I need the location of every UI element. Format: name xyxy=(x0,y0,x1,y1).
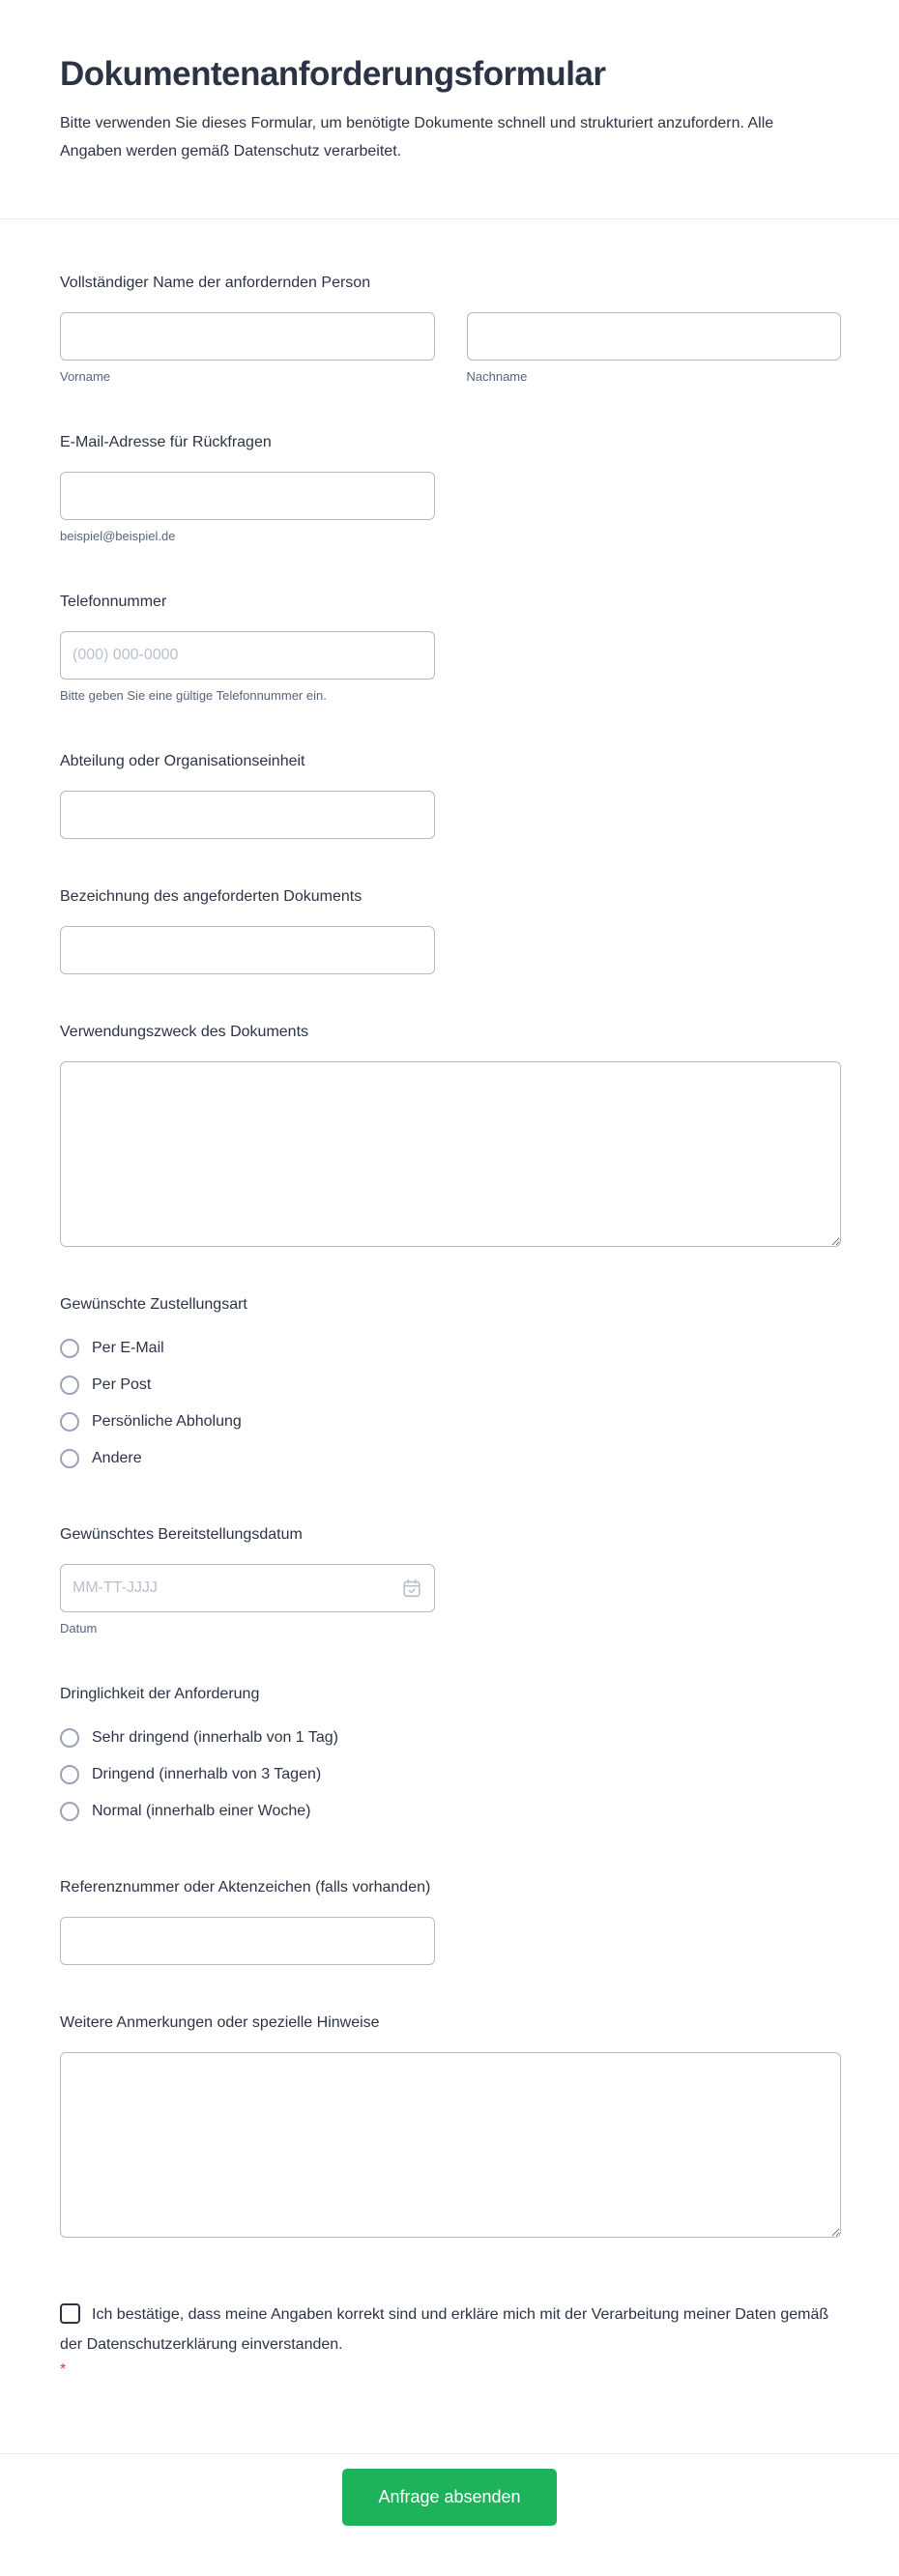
phone-sublabel: Bitte geben Sie eine gültige Telefonnummer ein. xyxy=(60,688,327,703)
delivery-option-label: Andere xyxy=(92,1450,142,1466)
date-label: Gewünschtes Bereitstellungsdatum xyxy=(60,1526,303,1543)
radio-icon[interactable] xyxy=(60,1802,79,1821)
delivery-radio-group xyxy=(60,1330,841,1477)
calendar-check-icon[interactable] xyxy=(401,1577,422,1599)
email-sublabel: beispiel@beispiel.de xyxy=(60,529,176,543)
document-name-input[interactable] xyxy=(60,926,435,974)
field-full-name xyxy=(60,274,841,385)
radio-icon[interactable] xyxy=(60,1375,79,1395)
first-name-col xyxy=(60,312,435,385)
radio-icon[interactable] xyxy=(60,1412,79,1432)
consent-label: Ich bestätige, dass meine Angaben korrekt sind und erkläre mich mit der Verarbeitung meiner Daten gemäß der Datenschutzerklärung einverstanden. xyxy=(60,2306,829,2353)
radio-icon[interactable] xyxy=(60,1449,79,1468)
field-phone xyxy=(60,593,841,704)
last-name-col xyxy=(467,312,842,385)
field-consent xyxy=(60,2300,833,2379)
form-subtitle: Bitte verwenden Sie dieses Formular, um benötigte Dokumente schnell und strukturiert anzufordern. Alle Angaben werden gemäß Datenschutz verarbeitet. xyxy=(60,115,774,159)
field-department xyxy=(60,752,841,839)
required-asterisk: * xyxy=(60,2361,67,2378)
delivery-option-per-post[interactable] xyxy=(60,1367,841,1404)
delivery-option-pickup[interactable] xyxy=(60,1404,841,1440)
field-purpose xyxy=(60,1023,841,1247)
urgency-option-very-urgent[interactable] xyxy=(60,1720,841,1756)
last-name-sublabel: Nachname xyxy=(466,369,528,384)
submit-section xyxy=(0,2454,899,2576)
form-body xyxy=(0,219,899,2379)
field-date xyxy=(60,1525,841,1636)
department-label: Abteilung oder Organisationseinheit xyxy=(60,753,305,769)
consent-row xyxy=(60,2300,833,2379)
department-input[interactable] xyxy=(60,791,435,839)
field-delivery-method xyxy=(60,1295,841,1477)
delivery-option-label: Persönliche Abholung xyxy=(92,1413,242,1430)
phone-label: Telefonnummer xyxy=(60,593,167,610)
full-name-label: Vollständiger Name der anfordernden Person xyxy=(60,275,371,291)
urgency-option-label: Dringend (innerhalb von 3 Tagen) xyxy=(92,1766,322,1782)
radio-icon[interactable] xyxy=(60,1728,79,1748)
delivery-option-label: Per E-Mail xyxy=(92,1340,164,1356)
notes-label: Weitere Anmerkungen oder spezielle Hinweise xyxy=(60,2014,380,2031)
notes-textarea[interactable] xyxy=(60,2052,841,2238)
reference-input[interactable] xyxy=(60,1917,435,1965)
reference-label: Referenznummer oder Aktenzeichen (falls vorhanden) xyxy=(60,1879,431,1896)
field-email xyxy=(60,433,841,544)
delivery-method-label: Gewünschte Zustellungsart xyxy=(60,1296,247,1313)
first-name-sublabel: Vorname xyxy=(60,369,111,384)
field-urgency xyxy=(60,1685,841,1830)
date-input-wrap xyxy=(60,1564,435,1612)
name-row xyxy=(60,312,841,385)
email-label: E-Mail-Adresse für Rückfragen xyxy=(60,434,272,450)
date-input[interactable] xyxy=(60,1564,435,1612)
purpose-label: Verwendungszweck des Dokuments xyxy=(60,1024,309,1040)
phone-input[interactable] xyxy=(60,631,435,680)
last-name-input[interactable] xyxy=(467,312,842,361)
field-reference xyxy=(60,1878,841,1965)
field-document-name xyxy=(60,887,841,974)
purpose-textarea[interactable] xyxy=(60,1061,841,1247)
urgency-label: Dringlichkeit der Anforderung xyxy=(60,1686,260,1702)
date-sublabel: Datum xyxy=(60,1621,98,1635)
urgency-option-label: Sehr dringend (innerhalb von 1 Tag) xyxy=(92,1729,338,1746)
first-name-input[interactable] xyxy=(60,312,435,361)
delivery-option-label: Per Post xyxy=(92,1376,152,1393)
page-title: Dokumentenanforderungsformular xyxy=(60,55,606,93)
consent-checkbox[interactable] xyxy=(60,2303,80,2324)
radio-icon[interactable] xyxy=(60,1765,79,1784)
document-name-label: Bezeichnung des angeforderten Dokuments xyxy=(60,888,362,905)
form-header xyxy=(0,0,899,165)
radio-icon[interactable] xyxy=(60,1339,79,1358)
email-input[interactable] xyxy=(60,472,435,520)
field-notes xyxy=(60,2013,841,2238)
urgency-option-label: Normal (innerhalb einer Woche) xyxy=(92,1803,311,1819)
delivery-option-other[interactable] xyxy=(60,1440,841,1477)
delivery-option-per-email[interactable] xyxy=(60,1330,841,1367)
urgency-option-normal[interactable] xyxy=(60,1793,841,1830)
urgency-radio-group xyxy=(60,1720,841,1830)
submit-button[interactable]: Anfrage absenden xyxy=(342,2469,557,2526)
urgency-option-urgent[interactable] xyxy=(60,1756,841,1793)
